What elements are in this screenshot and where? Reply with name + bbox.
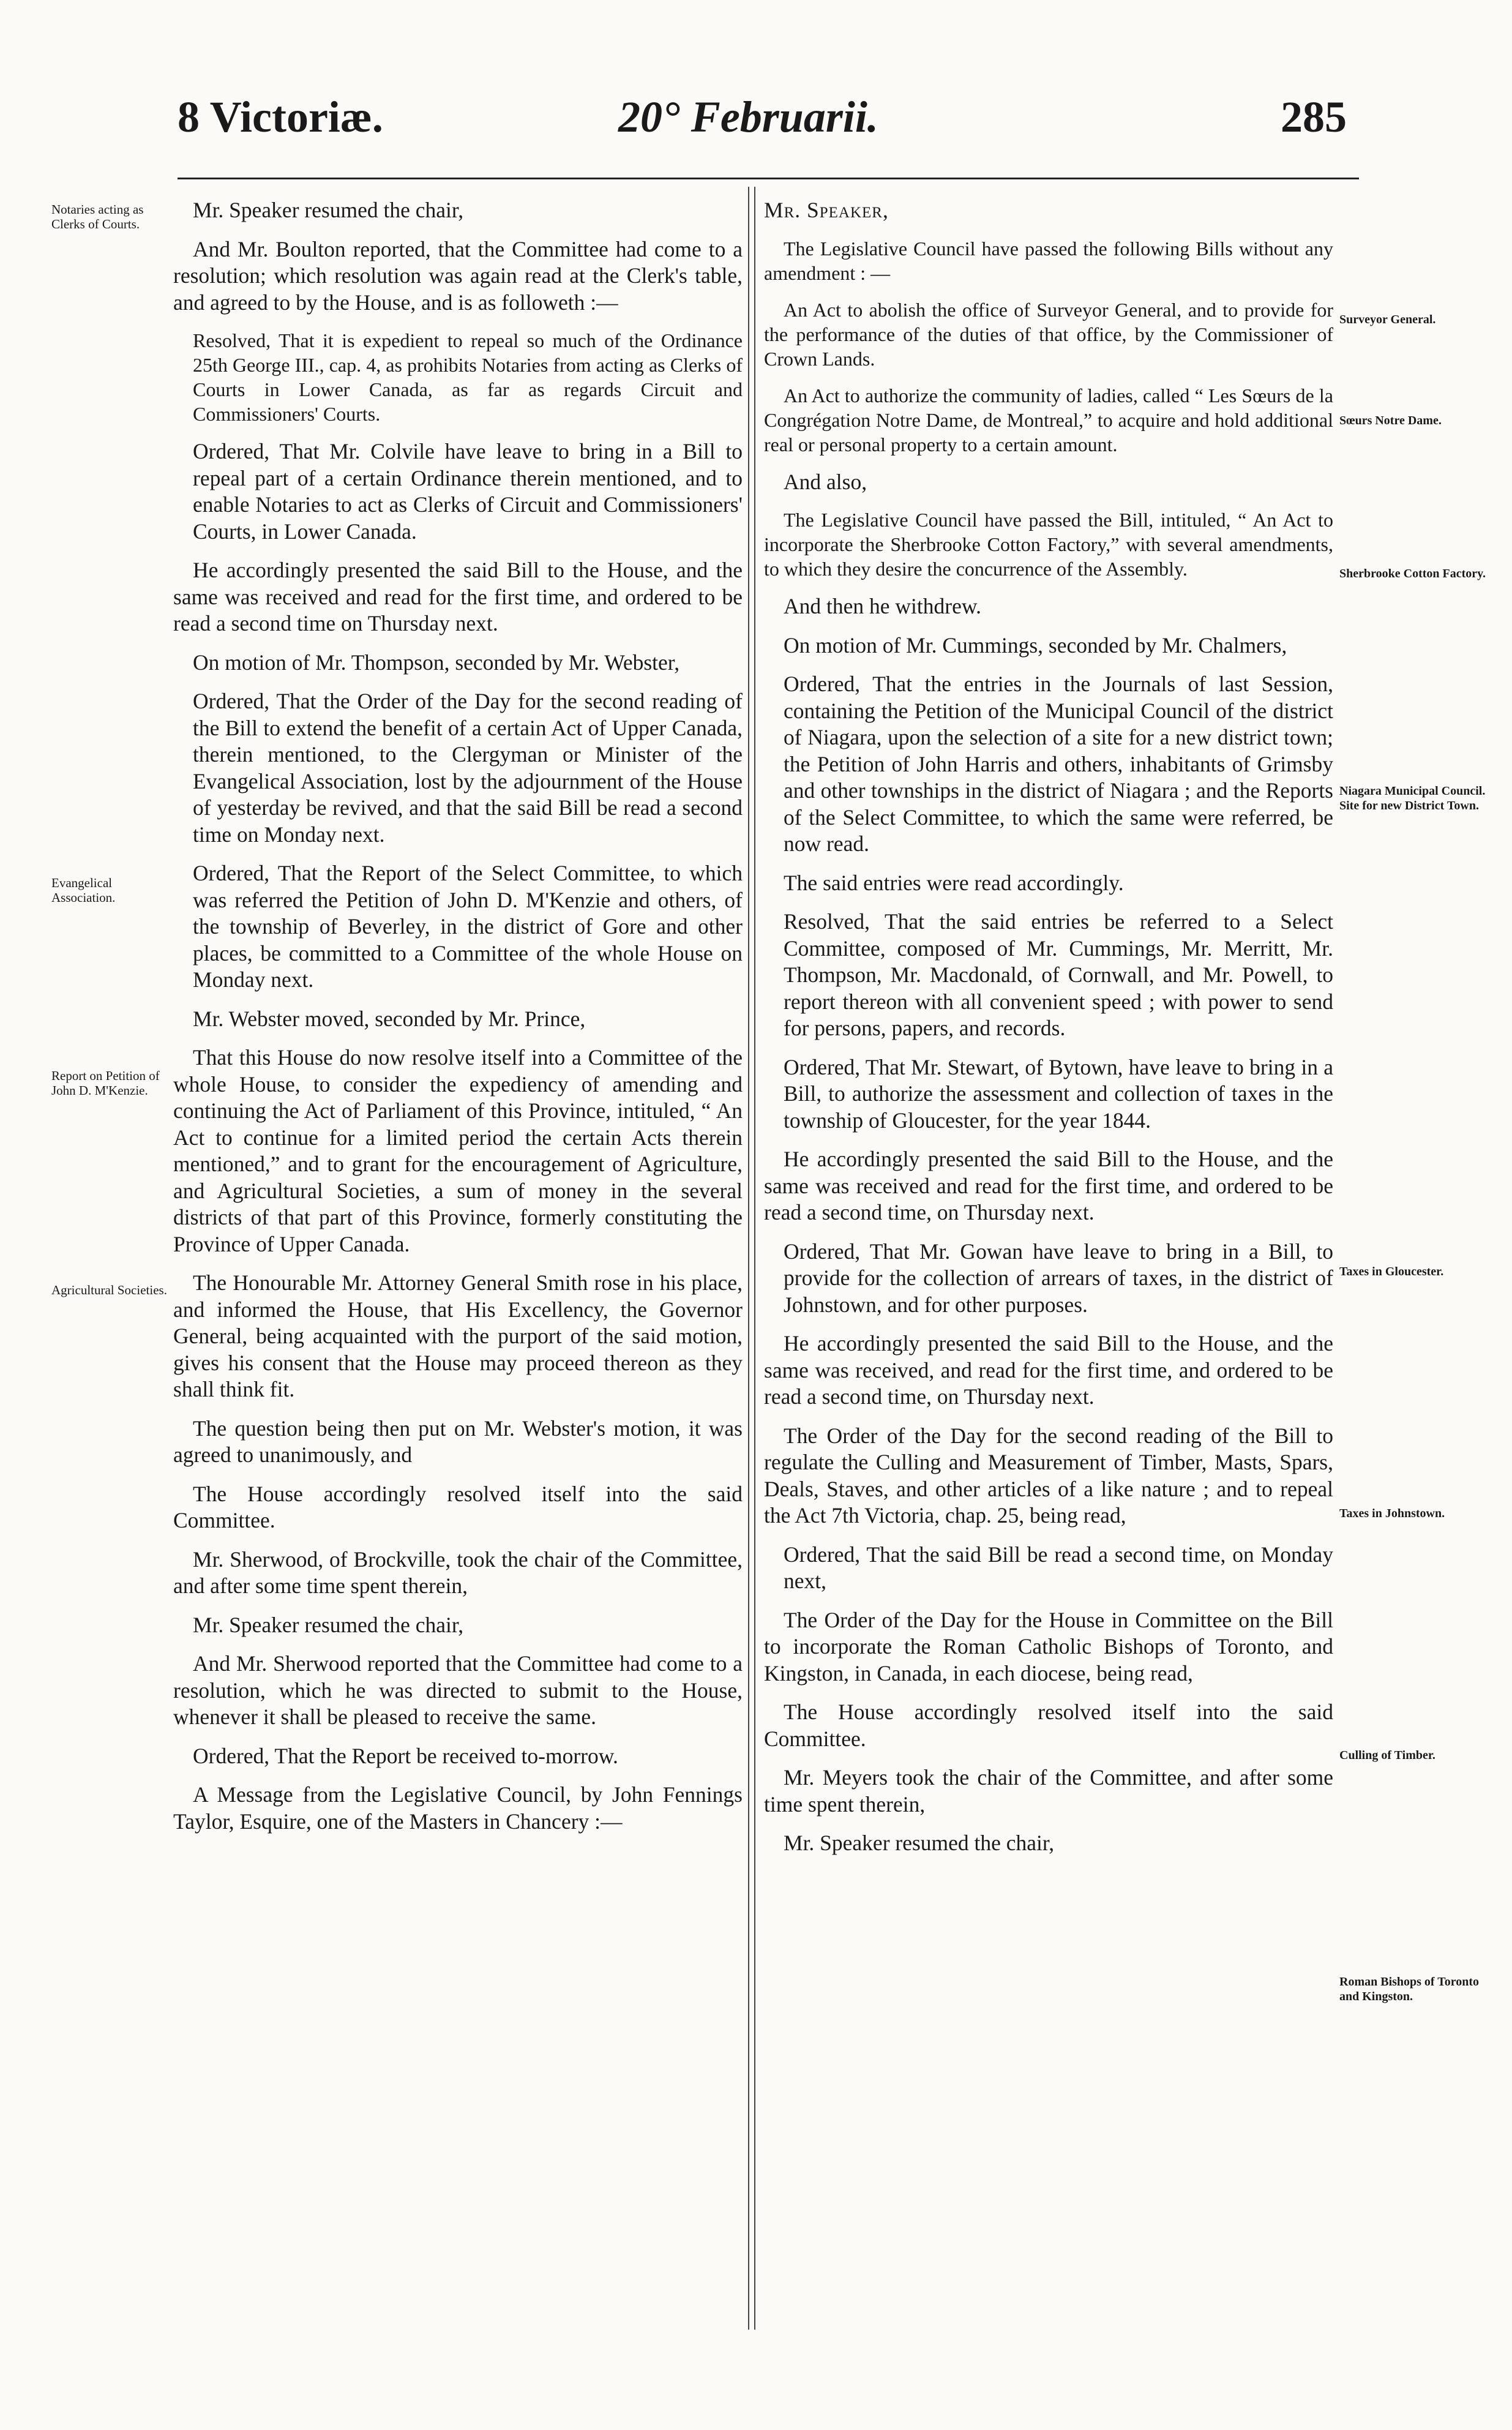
margin-note: Report on Petition of John D. M'Kenzie. <box>51 1068 160 1098</box>
bill-title: An Act to authorize the community of ladies, called “ Les Sœurs de la Congrégation Notre Dame, de Montreal,” to acquire and hold additional real or personal property to a certain amount. <box>764 384 1333 456</box>
paragraph: The said entries were read accordingly. <box>784 870 1124 895</box>
margin-note: Agricultural Societies. <box>51 1283 167 1297</box>
order: Ordered, That Mr. Stewart, of Bytown, have leave to bring in a Bill, to authorize the assessment and collection of taxes in the township of Gloucester, for the year 1844. <box>784 1054 1333 1133</box>
right-column <box>764 197 1333 1869</box>
page-header <box>171 92 1347 159</box>
order: Ordered, That the Report of the Select Committee, to which was referred the Petition of John D. M'Kenzie and others, of the township of Beverley, in the district of Gore and other places, be committed to a Committee of the whole House on Monday next. <box>193 861 743 992</box>
paragraph: And also, <box>784 469 867 494</box>
paragraph: The Honourable Mr. Attorney General Smith rose in his place, and informed the House, that His Excellency, the Governor General, being acquainted with the purport of the said motion, gives his consent that the House may proceed thereon as they shall think fit. <box>173 1270 743 1401</box>
header-rule <box>178 178 1359 179</box>
paragraph: Mr. Meyers took the chair of the Committee, and after some time spent therein, <box>764 1765 1333 1817</box>
message: The Legislative Council have passed the following Bills without any amendment : — <box>764 237 1333 284</box>
margin-note: Evangelical Association. <box>51 876 116 905</box>
message: The Legislative Council have passed the Bill, intituled, “ An Act to incorporate the Sherbrooke Cotton Factory,” with several amendments, to which they desire the concurrence of the Assembly. <box>764 509 1333 580</box>
margin-note: Surveyor General. <box>1339 313 1436 326</box>
margin-note: Roman Bishops of Toronto and Kingston. <box>1339 1975 1480 2003</box>
paragraph: He accordingly presented the said Bill to the House, and the same was received, and read for the first time, and ordered to be read a second time, on Thursday next. <box>764 1331 1333 1409</box>
margin-note: Culling of Timber. <box>1339 1749 1435 1762</box>
paragraph: Mr. Speaker resumed the chair, <box>193 198 464 222</box>
order: Ordered, That Mr. Gowan have leave to bring in a Bill, to provide for the collection of arrears of taxes, in the district of Johnstown, and for other purposes. <box>784 1239 1333 1317</box>
paragraph: He accordingly presented the said Bill to the House, and the same was received and read for the first time, and ordered to be read a second time on Thursday next. <box>173 558 743 636</box>
column-divider <box>754 187 755 2330</box>
paragraph: Ordered, That the Report be received to-morrow. <box>193 1743 618 1768</box>
margin-note: Notaries acting as Clerks of Courts. <box>51 202 144 231</box>
paragraph: Mr. Speaker, <box>764 198 889 222</box>
order: Ordered, That the entries in the Journals of last Session, containing the Petition of the Municipal Council of the district of Niagara, upon the selection of a site for a new district town; the Petition of John Harris and others, inhabitants of Grimsby and other townships in the district of Niagara ; and the Reports of the Select Committee, to which the same were referred, be now read. <box>784 672 1333 856</box>
column-divider <box>748 187 749 2330</box>
paragraph: Mr. Webster moved, seconded by Mr. Prince, <box>193 1006 586 1031</box>
order: Ordered, That the said Bill be read a second time, on Monday next, <box>784 1542 1333 1593</box>
paragraph: And then he withdrew. <box>784 594 982 618</box>
margin-note: Sherbrooke Cotton Factory. <box>1339 567 1486 580</box>
page-number: 285 <box>1281 92 1347 141</box>
margin-note: Taxes in Gloucester. <box>1339 1265 1444 1278</box>
margin-note: Taxes in Johnstown. <box>1339 1507 1445 1520</box>
paragraph: And Mr. Boulton reported, that the Committee had come to a resolution; which resolution was again read at the Clerk's table, and agreed to by the House, and is as followeth :— <box>173 236 743 315</box>
paragraph: Mr. Speaker resumed the chair, <box>193 1612 464 1637</box>
header-date: 20° Februarii. <box>618 92 878 141</box>
header-session: 8 Victoriæ. <box>178 92 383 141</box>
paragraph: On motion of Mr. Thompson, seconded by Mr. Webster, <box>193 650 680 675</box>
resolution: Resolved, That the said entries be referred to a Select Committee, composed of Mr. Cummings, Mr. Merritt, Mr. Thompson, Mr. Macdonald, of Cornwall, and Mr. Powell, to report thereon with all convenient speed ; with power to send for persons, papers, and records. <box>784 909 1333 1040</box>
paragraph: Mr. Sherwood, of Brockville, took the chair of the Committee, and after some time spent therein, <box>173 1547 743 1598</box>
order: Ordered, That Mr. Colvile have leave to bring in a Bill to repeal part of a certain Ordinance therein mentioned, and to enable Notaries to act as Clerks of Circuit and Commissioners' Courts, in Lower Canada. <box>193 439 743 544</box>
paragraph: Mr. Speaker resumed the chair, <box>784 1831 1055 1855</box>
motion: That this House do now resolve itself into a Committee of the whole House, to consider the expediency of amending and continuing the Act of Parliament of this Province, intituled, “ An Act to continue for a limited period the certain Acts therein mentioned,” and to grant for the encouragement of Agriculture, and Agricultural Societies, a sum of money in the several districts of that part of this Province, formerly constituting the Province of Upper Canada. <box>173 1045 743 1256</box>
bill-title: An Act to abolish the office of Surveyor General, and to provide for the performance of the duties of that office, by the Commissioner of Crown Lands. <box>764 298 1333 370</box>
paragraph: The House accordingly resolved itself into the said Committee. <box>764 1700 1333 1751</box>
order: Ordered, That the Order of the Day for the second reading of the Bill to extend the benefit of a certain Act of Upper Canada, therein mentioned, to the Clergyman or Minister of the Evangelical Association, lost by the adjournment of the House of yesterday be revived, and that the said Bill be read a second time on Monday next. <box>193 689 743 847</box>
paragraph: The Order of the Day for the House in Committee on the Bill to incorporate the Roman Catholic Bishops of Toronto, and Kingston, in Canada, in each diocese, being read, <box>764 1607 1333 1686</box>
margin-note: Niagara Municipal Council. Site for new District Town. <box>1339 784 1486 812</box>
left-column <box>173 197 743 1847</box>
resolution: Resolved, That it is expedient to repeal so much of the Ordinance 25th George III., cap. 4, as prohibits Notaries from acting as Clerks of Courts in Lower Canada, as far as regards Circuit and Commissioners' Courts. <box>193 329 743 425</box>
paragraph: He accordingly presented the said Bill to the House, and the same was received and read for the first time, and ordered to be read a second time, on Thursday next. <box>764 1147 1333 1224</box>
margin-note: Sœurs Notre Dame. <box>1339 414 1442 427</box>
paragraph: And Mr. Sherwood reported that the Committee had come to a resolution, which he was directed to submit to the House, whenever it shall be pleased to receive the same. <box>173 1651 743 1729</box>
paragraph: On motion of Mr. Cummings, seconded by Mr. Chalmers, <box>784 632 1287 658</box>
paragraph: The Order of the Day for the second reading of the Bill to regulate the Culling and Measurement of Timber, Masts, Spars, Deals, Staves, and other articles of a like nature ; and to repeal the Act 7th Victoria, chap. 25, being read, <box>764 1423 1333 1528</box>
paragraph: A Message from the Legislative Council, by John Fennings Taylor, Esquire, one of the Masters in Chancery :— <box>173 1782 743 1834</box>
paragraph: The House accordingly resolved itself into the said Committee. <box>173 1481 743 1532</box>
paragraph: The question being then put on Mr. Webster's motion, it was agreed to unanimously, and <box>173 1416 743 1467</box>
